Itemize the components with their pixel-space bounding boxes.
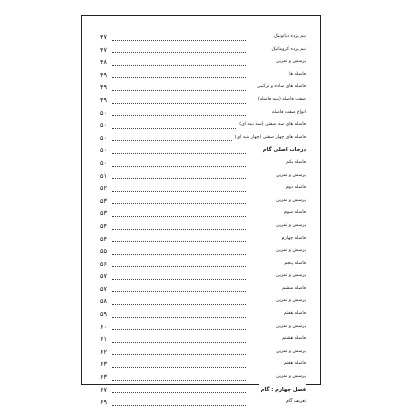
- toc-dot-leader: [112, 103, 246, 104]
- toc-dot-leader: [112, 90, 246, 91]
- toc-page-number: ۵۰: [100, 158, 107, 167]
- toc-row: [100, 308, 306, 321]
- toc-entry-label: فاصله دوم: [284, 182, 306, 194]
- toc-dot-leader: [112, 203, 246, 204]
- toc-row: [100, 333, 306, 346]
- toc-page-number: ۴۷: [100, 45, 107, 54]
- toc-entry-label: فاصله ششم: [280, 283, 306, 295]
- toc-entry-label: پرسش و تمرین: [274, 56, 306, 68]
- toc-page-number: ۶۲: [100, 347, 107, 356]
- toc-dot-leader: [112, 304, 246, 305]
- toc-dot-leader: [112, 229, 246, 230]
- toc-dot-leader: [112, 329, 246, 330]
- toc-entry-label: پرسش و تمرین: [274, 295, 306, 307]
- toc-page-number: ۶۱: [100, 335, 107, 344]
- toc-entry-label: فصل چهارم : گام: [259, 384, 306, 396]
- toc-page-number: ۵۰: [100, 133, 107, 142]
- toc-entry-label: پرسش و تمرین: [274, 170, 306, 182]
- toc-dot-leader: [112, 153, 246, 154]
- toc-dot-leader: [112, 115, 246, 116]
- toc-row: [100, 258, 306, 271]
- toc-page-number: ۶۳: [100, 360, 107, 369]
- toc-dot-leader: [112, 354, 246, 355]
- toc-dot-leader: [112, 254, 246, 255]
- toc-dot-leader: [112, 166, 246, 167]
- toc-entry-label: فاصله های سه صفتی (سه بنیه ای): [237, 119, 306, 131]
- toc-entry-label: فاصله های ساده و ترکیبی: [255, 81, 306, 93]
- toc-dot-leader: [112, 392, 246, 393]
- toc-row: [100, 56, 306, 69]
- toc-entry-label: فاصله یکم: [284, 157, 306, 169]
- toc-entry-label: پرسش و تمرین: [274, 220, 306, 232]
- toc-dot-leader: [112, 128, 246, 129]
- toc-page-number: ۵۰: [100, 108, 107, 117]
- toc-entry-label: فاصله سوم: [282, 207, 306, 219]
- toc-row: [100, 207, 306, 220]
- toc-row: [100, 270, 306, 283]
- toc-entry-label: پرسش و تمرین: [274, 371, 306, 383]
- toc-row: [100, 295, 306, 308]
- toc-row: [100, 132, 306, 145]
- toc-dot-leader: [112, 342, 246, 343]
- toc-row: [100, 358, 306, 371]
- toc-entry-label: فاصله ها: [287, 69, 306, 81]
- toc-page-number: ۴۹: [100, 70, 107, 79]
- toc-heading-row: [100, 144, 306, 157]
- toc-row: [100, 44, 306, 57]
- toc-page-number: ۵۹: [100, 310, 107, 319]
- toc-page-number: ۵۰: [100, 146, 107, 155]
- toc-row: [100, 119, 306, 132]
- toc-row: [100, 396, 306, 409]
- toc-dot-leader: [112, 216, 246, 217]
- toc-heading-row: [100, 384, 306, 397]
- toc-page-number: ۵۰: [100, 121, 107, 130]
- toc-page-number: ۵۴: [100, 221, 107, 230]
- toc-dot-leader: [112, 291, 246, 292]
- toc-page-number: ۴۹: [100, 83, 107, 92]
- toc-row: [100, 283, 306, 296]
- toc-dot-leader: [112, 77, 246, 78]
- toc-row: [100, 195, 306, 208]
- toc-page-number: ۶۳: [100, 373, 107, 382]
- toc-dot-leader: [112, 279, 246, 280]
- toc-page-number: ۵۱: [100, 171, 107, 180]
- toc-page-number: ۵۷: [100, 272, 107, 281]
- toc-row: [100, 371, 306, 384]
- toc-row: [100, 69, 306, 82]
- toc-page-number: ۵۶: [100, 259, 107, 268]
- toc-page-number: ۵۳: [100, 209, 107, 218]
- toc-entry-label: نیم پرده دیاتونیک: [272, 31, 306, 43]
- toc-row: [100, 157, 306, 170]
- toc-entry-label: فاصله هشتم: [280, 333, 306, 345]
- toc-entry-label: فاصله هفتم: [282, 308, 306, 320]
- table-of-contents: [100, 31, 306, 409]
- toc-page-number: ۵۴: [100, 234, 107, 243]
- toc-entry-label: تعریف گام: [284, 396, 306, 408]
- toc-row: [100, 321, 306, 334]
- toc-row: [100, 245, 306, 258]
- toc-page-number: ۶۰: [100, 322, 107, 331]
- toc-entry-label: پرسش و تمرین: [274, 346, 306, 358]
- toc-entry-label: پرسش و تمرین: [274, 195, 306, 207]
- toc-dot-leader: [112, 241, 246, 242]
- toc-page-number: ۴۸: [100, 58, 107, 67]
- toc-page-number: ۴۹: [100, 95, 107, 104]
- toc-row: [100, 182, 306, 195]
- toc-row: [100, 170, 306, 183]
- toc-entry-label: پرسش و تمرین: [274, 321, 306, 333]
- toc-row: [100, 107, 306, 120]
- toc-page-number: ۵۲: [100, 184, 107, 193]
- toc-page-number: ۶۹: [100, 398, 107, 407]
- toc-row: [100, 220, 306, 233]
- toc-dot-leader: [112, 380, 246, 381]
- toc-page-number: ۶۷: [100, 385, 107, 394]
- toc-dot-leader: [112, 40, 246, 41]
- toc-entry-label: پرسش و تمرین: [274, 245, 306, 257]
- toc-dot-leader: [112, 367, 246, 368]
- document-page: [81, 15, 321, 407]
- toc-row: [100, 31, 306, 44]
- toc-dot-leader: [112, 52, 246, 53]
- toc-row: [100, 233, 306, 246]
- toc-page-number: ۵۳: [100, 196, 107, 205]
- toc-entry-label: فاصله هفتم: [282, 358, 306, 370]
- toc-page-number: ۵۸: [100, 297, 107, 306]
- toc-page-number: ۵۵: [100, 247, 107, 256]
- toc-dot-leader: [112, 178, 246, 179]
- toc-entry-label: انواع صفت فاصله: [270, 107, 306, 119]
- toc-entry-label: فاصله های چهار صفتی (چهار بنیه ای): [233, 132, 306, 144]
- toc-entry-label: صفت فاصله (بنیه فاصله): [256, 94, 306, 106]
- toc-dot-leader: [112, 140, 246, 141]
- toc-row: [100, 94, 306, 107]
- toc-page-number: ۴۷: [100, 33, 107, 41]
- toc-row: [100, 81, 306, 94]
- toc-entry-label: فاصله چهارم: [280, 233, 306, 245]
- toc-entry-label: فاصله پنجم: [282, 258, 306, 270]
- toc-row: [100, 346, 306, 359]
- toc-page-number: ۵۷: [100, 284, 107, 293]
- toc-entry-label: نیم پرده کروماتیک: [270, 44, 307, 56]
- toc-dot-leader: [112, 317, 246, 318]
- toc-dot-leader: [112, 65, 246, 66]
- toc-entry-label: درجات اصلی گام: [261, 144, 306, 156]
- toc-entry-label: پرسش و تمرین: [274, 270, 306, 282]
- toc-dot-leader: [112, 191, 246, 192]
- toc-dot-leader: [112, 405, 246, 406]
- toc-dot-leader: [112, 266, 246, 267]
